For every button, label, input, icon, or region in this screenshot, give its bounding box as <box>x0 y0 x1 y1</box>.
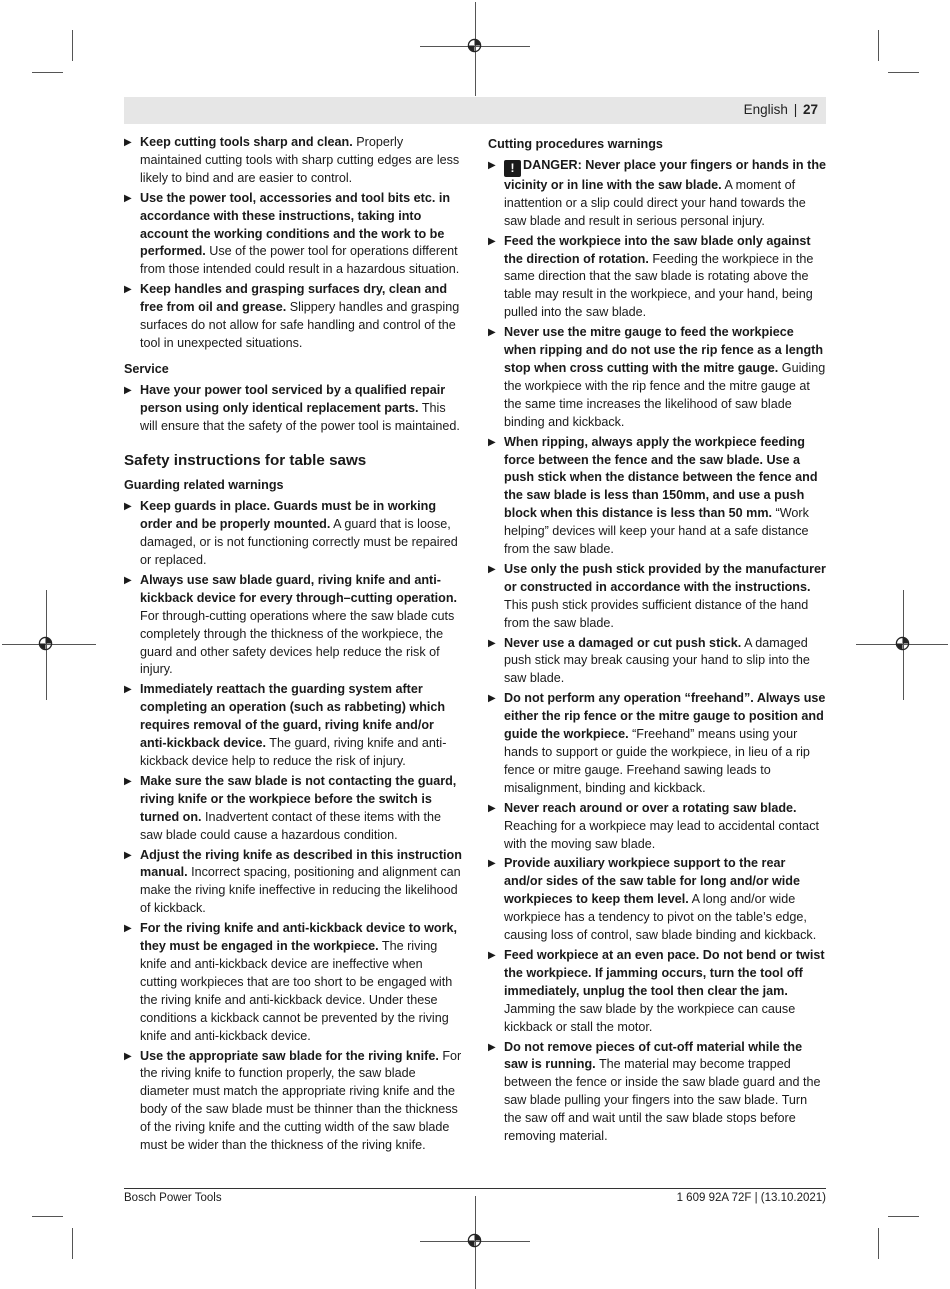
item-bold: Do not perform any operation “freehand”. Always use either the rip fence or the mitre gauge to position and guide the workpiece. <box>504 691 826 742</box>
item-text: Reaching for a workpiece may lead to accidental contact with the moving saw blade. <box>504 818 820 851</box>
item-text: Feeding the workpiece in the same direction that the saw blade is rotating above the table may result in the workpiece, and your hand, being pulled into the saw blade. <box>504 251 814 320</box>
danger-item <box>488 157 826 231</box>
bullet-arrow-icon: ▶ <box>124 192 132 204</box>
registration-target-icon <box>467 1233 482 1248</box>
item-bold: Keep handles and grasping surfaces dry, clean and free from oil and grease. <box>140 282 448 315</box>
item-text: This will ensure that the safety of the power tool is maintained. <box>140 400 460 433</box>
list-item <box>488 1039 826 1146</box>
list-item <box>488 690 826 797</box>
list-item <box>124 773 462 845</box>
bullet-arrow-icon: ▶ <box>488 1041 496 1053</box>
header-separator: | <box>793 102 798 117</box>
item-bold: Use the power tool, accessories and tool bits etc. in accordance with these instructions, taking into account the working conditions and the work to be performed. <box>140 190 451 259</box>
bullet-arrow-icon: ▶ <box>488 436 496 448</box>
intro-list <box>124 134 462 353</box>
item-text: Properly maintained cutting tools with sharp cutting edges are less likely to bind and are easier to control. <box>140 135 460 185</box>
item-bold: DANGER: Never place your fingers or hands in the vicinity or in line with the saw blade. <box>504 157 827 192</box>
bullet-arrow-icon: ▶ <box>488 327 496 339</box>
header-text <box>744 102 818 117</box>
guarding-heading: Guarding related warnings <box>124 478 284 493</box>
item-bold: Feed the workpiece into the saw blade only against the direction of rotation. <box>504 233 811 266</box>
list-item <box>124 134 462 188</box>
left-column <box>124 134 462 1157</box>
list-item <box>488 324 826 431</box>
item-text: Jamming the saw blade by the workpiece can cause kickback or stall the motor. <box>504 1001 796 1034</box>
page-number: 27 <box>802 102 818 117</box>
item-bold: Adjust the riving knife as described in this instruction manual. <box>140 847 462 880</box>
page-header <box>124 97 826 124</box>
bullet-arrow-icon: ▶ <box>124 574 132 586</box>
item-bold: For the riving knife and anti-kickback device to work, they must be engaged in the workpiece. <box>140 921 458 954</box>
crop-mark <box>32 1216 63 1217</box>
item-bold: Never use the mitre gauge to feed the workpiece when ripping and do not use the rip fence as a length stop when cross cutting with the mitre gauge. <box>504 325 824 375</box>
item-text: The guard, riving knife and anti-kickback device help to reduce the risk of injury. <box>140 736 447 768</box>
item-text: Slippery handles and grasping surfaces do not allow for safe handling and control of the tool in unexpected situations. <box>140 300 460 350</box>
item-bold: Keep guards in place. Guards must be in working order and be properly mounted. <box>140 499 437 532</box>
bullet-arrow-icon: ▶ <box>488 235 496 247</box>
item-bold: Use only the push stick provided by the manufacturer or constructed in accordance with the instructions. <box>504 561 826 594</box>
item-bold: Always use saw blade guard, riving knife and anti-kickback device for every through–cutting operation. <box>140 572 458 605</box>
list-item <box>488 561 826 633</box>
list-item <box>124 920 462 1045</box>
item-text: Guiding the workpiece with the rip fence and the mitre gauge at the same time increases the likelihood of saw blade binding and kickback. <box>504 360 826 429</box>
item-bold: Provide auxiliary workpiece support to the rear and/or sides of the saw table for long and/or wide workpieces to keep them level. <box>504 856 800 907</box>
item-text: This push stick provides sufficient distance of the hand from the saw blade. <box>504 597 809 630</box>
crop-mark <box>888 1216 919 1217</box>
bullet-arrow-icon: ▶ <box>488 858 496 870</box>
bullet-arrow-icon: ▶ <box>124 137 132 148</box>
item-text: Inadvertent contact of these items with the saw blade could cause a hazardous condition. <box>140 809 441 842</box>
bullet-arrow-icon: ▶ <box>488 949 496 961</box>
bullet-arrow-icon: ▶ <box>488 637 496 649</box>
crop-mark <box>72 1228 73 1259</box>
crop-mark <box>888 72 919 73</box>
list-item <box>488 635 826 689</box>
registration-target-icon <box>895 636 910 651</box>
bullet-arrow-icon: ▶ <box>124 849 132 861</box>
list-item <box>124 382 462 436</box>
section-title: Safety instructions for table saws <box>124 451 367 469</box>
header-language: English <box>743 102 788 117</box>
list-item <box>124 281 462 353</box>
right-column <box>488 134 826 1148</box>
bullet-arrow-icon: ▶ <box>124 1050 132 1062</box>
list-item <box>488 947 826 1037</box>
crop-mark <box>72 30 73 61</box>
list-item <box>488 434 826 559</box>
registration-target-icon <box>38 636 53 651</box>
bullet-arrow-icon: ▶ <box>488 802 496 814</box>
item-bold: Use the appropriate saw blade for the riving knife. <box>140 1048 439 1063</box>
registration-target-icon <box>467 38 482 53</box>
item-text: Incorrect spacing, positioning and alignment can make the riving knife ineffective in reducing the likelihood of kickback. <box>140 865 461 916</box>
item-text: A moment of inattention or a slip could direct your hand towards the saw blade and result in serious personal injury. <box>504 177 806 228</box>
crop-mark <box>878 1228 879 1259</box>
item-text: Use of the power tool for operations different from those intended could result in a hazardous situation. <box>140 244 460 277</box>
bullet-arrow-icon: ▶ <box>488 693 496 705</box>
footer-doc-ref: 1 609 92A 72F | (13.10.2021) <box>676 1192 826 1204</box>
cutting-heading: Cutting procedures warnings <box>488 137 663 151</box>
item-text: The riving knife and anti-kickback device are ineffective when cutting workpieces that are too short to be engaged with the riving knife and anti-kickback device. Under these conditions a kickback cannot be prevented by the riving knife and anti-kickback device. <box>140 939 453 1043</box>
list-item <box>124 681 462 771</box>
list-item <box>124 847 462 919</box>
list-item <box>124 498 462 570</box>
item-text: “Work helping” devices will keep your hand at a safe distance from the saw blade. <box>504 506 809 557</box>
footer-divider <box>124 1188 826 1189</box>
bullet-arrow-icon: ▶ <box>124 775 132 787</box>
bullet-arrow-icon: ▶ <box>124 501 132 513</box>
warning-triangle-icon: ! <box>504 160 521 177</box>
item-text: The material may become trapped between the fence or inside the saw blade guard and the saw blade pulling your fingers into the saw blade. Turn the saw off and wait until the saw blade stops before removing material. <box>504 1057 821 1144</box>
list-item <box>124 1048 462 1155</box>
bullet-arrow-icon: ▶ <box>124 384 132 396</box>
item-bold: When ripping, always apply the workpiece feeding force between the fence and the saw blade. Use a push stick when the distance between the fence and the saw blade is less than 150mm, and use a push block when this distance is less than 50 mm. <box>504 434 818 521</box>
item-bold: Do not remove pieces of cut-off material while the saw is running. <box>504 1039 803 1072</box>
bullet-arrow-icon: ▶ <box>124 923 132 935</box>
bullet-arrow-icon: ▶ <box>124 684 132 696</box>
list-item <box>488 855 826 945</box>
item-text: A guard that is loose, damaged, or is not functioning correctly must be repaired or replaced. <box>140 517 458 568</box>
item-text: “Freehand” means using your hands to support or guide the workpiece, in lieu of a rip fence or mitre gauge. Freehand sawing leads to misalignment, binding and kickback. <box>504 727 810 795</box>
guarding-list <box>124 498 462 1155</box>
list-item <box>124 572 462 679</box>
list-item <box>124 190 462 280</box>
item-bold: Immediately reattach the guarding system after completing an operation (such as rabbeting) which requires removal of the guard, riving knife and/or anti-kickback device. <box>140 682 446 751</box>
item-bold: Make sure the saw blade is not contacting the guard, riving knife or the workpiece before the switch is turned on. <box>140 773 457 824</box>
bullet-arrow-icon: ▶ <box>488 159 496 171</box>
cutting-list <box>488 233 826 1146</box>
item-bold: Have your power tool serviced by a qualified repair person using only identical replacement parts. <box>140 382 446 415</box>
list-item <box>488 233 826 323</box>
bullet-arrow-icon: ▶ <box>124 284 132 296</box>
item-bold: Feed workpiece at an even pace. Do not bend or twist the workpiece. If jamming occurs, turn the tool off immediately, unplug the tool then clear the jam. <box>504 947 825 998</box>
item-text: A long and/or wide workpiece has a tendency to pivot on the table’s edge, causing loss of control, saw blade binding and kickback. <box>504 892 817 943</box>
crop-mark <box>32 72 63 73</box>
crop-mark <box>878 30 879 61</box>
item-text: For through-cutting operations where the saw blade cuts completely through the thickness of the workpiece, the guard and other safety devices help reduce the risk of injury. <box>140 608 455 677</box>
item-bold: Never reach around or over a rotating saw blade. <box>504 800 797 815</box>
item-text: A damaged push stick may break causing your hand to slip into the saw blade. <box>504 635 810 686</box>
list-item <box>488 800 826 854</box>
bullet-arrow-icon: ▶ <box>488 563 496 575</box>
service-heading: Service <box>124 361 169 376</box>
item-bold: Keep cutting tools sharp and clean. <box>140 135 353 149</box>
footer-brand: Bosch Power Tools <box>124 1192 222 1204</box>
item-text: For the riving knife to function properly, the saw blade diameter must match the appropriate riving knife and the body of the saw blade must be thinner than the thickness of the riving knife and the cutting width of the saw blade must be wider than the thickness of the riving knife. <box>140 1048 462 1153</box>
item-bold: Never use a damaged or cut push stick. <box>504 635 742 650</box>
